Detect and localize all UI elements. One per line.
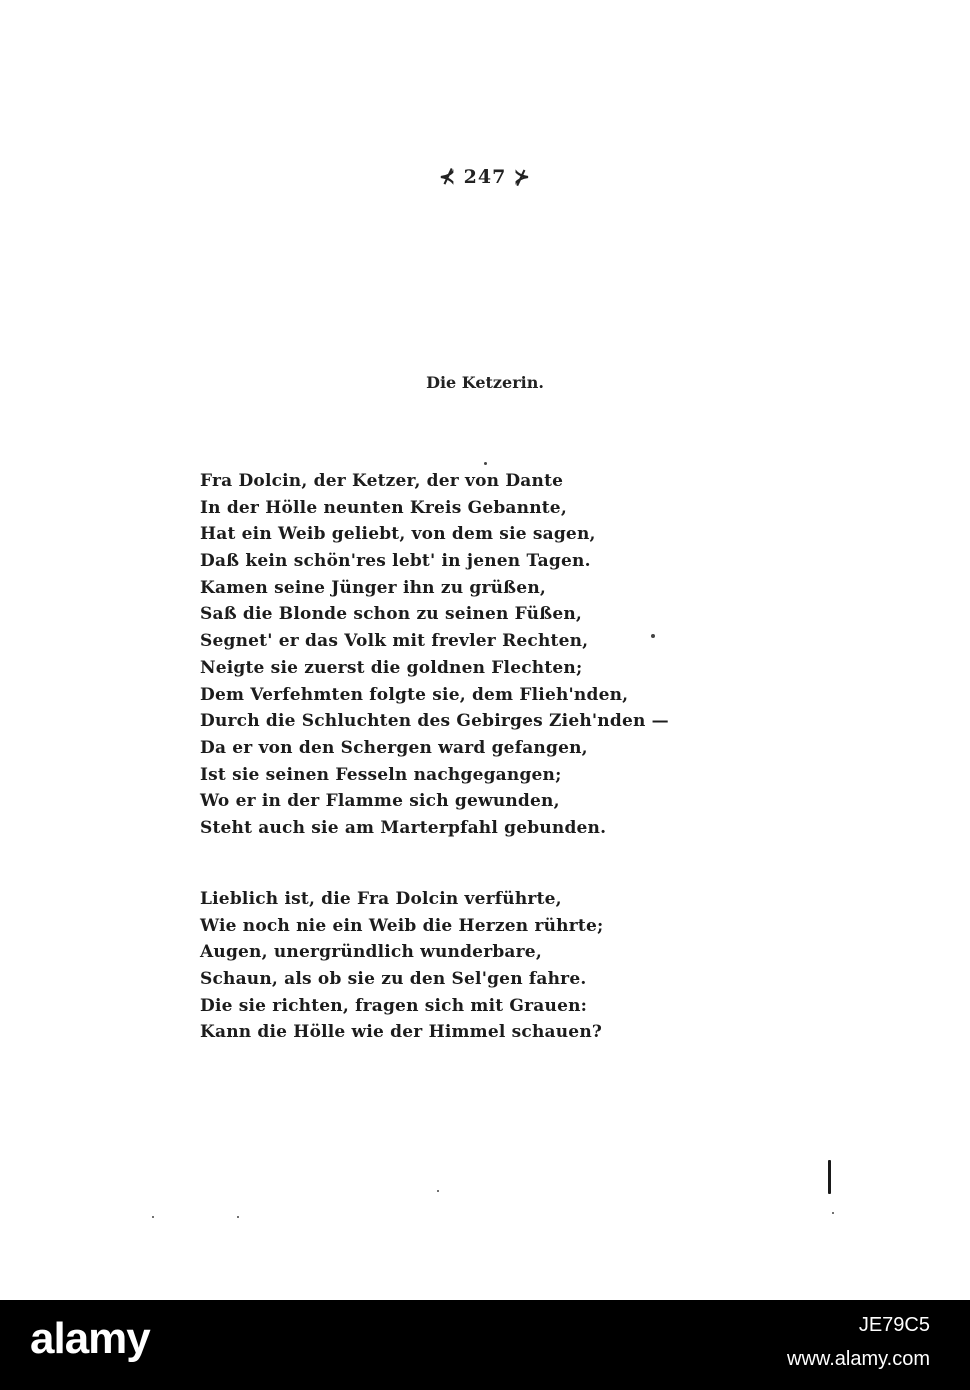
margin-mark xyxy=(828,1160,831,1194)
stanza-2 xyxy=(200,886,680,1046)
poem-line: In der Hölle neunten Kreis Gebannte, xyxy=(200,497,567,518)
poem-line: Steht auch sie am Marterpfahl gebunden. xyxy=(200,817,607,838)
watermark-bar xyxy=(0,1300,970,1390)
scan-speck xyxy=(437,1190,439,1192)
poem-line: Lieblich ist, die Fra Dolcin verführte, xyxy=(200,889,562,909)
poem-line: Hat ein Weib geliebt, von dem sie sagen, xyxy=(200,524,596,545)
poem-line: Die sie richten, fragen sich mit Grauen: xyxy=(200,995,588,1016)
poem-line: Segnet' er das Volk mit frevler Rechten, xyxy=(200,631,589,652)
watermark-logo: alamy xyxy=(30,1314,150,1363)
watermark-url: www.alamy.com xyxy=(787,1348,930,1370)
poem-line: Schaun, als ob sie zu den Sel'gen fahre. xyxy=(200,969,587,990)
poem-title: Die Ketzerin. xyxy=(426,373,544,392)
poem-line: Durch die Schluchten des Gebirges Zieh'nden — xyxy=(200,711,669,732)
page-number: ⊀ 247 ⊁ xyxy=(439,166,531,188)
scan-speck xyxy=(484,462,487,465)
stanza-1 xyxy=(200,468,680,842)
watermark-image-id: JE79C5 xyxy=(858,1314,930,1336)
poem-line: Kann die Hölle wie der Himmel schauen? xyxy=(200,1022,603,1043)
poem-line: Daß kein schön'res lebt' in jenen Tagen. xyxy=(200,551,591,572)
poem-line: Fra Dolcin, der Ketzer, der von Dante xyxy=(200,471,564,491)
poem-line: Saß die Blonde schon zu seinen Füßen, xyxy=(200,604,583,625)
poem-line: Da er von den Schergen ward gefangen, xyxy=(200,737,588,758)
poem-line: Ist sie seinen Fesseln nachgegangen; xyxy=(200,764,562,785)
scan-speck xyxy=(237,1216,239,1218)
poem-line: Augen, unergründlich wunderbare, xyxy=(200,942,542,963)
poem-line: Wie noch nie ein Weib die Herzen rührte; xyxy=(200,915,604,936)
poem-line: Kamen seine Jünger ihn zu grüßen, xyxy=(200,577,546,598)
poem-line: Dem Verfehmten folgte sie, dem Flieh'nden, xyxy=(200,684,629,705)
poem-line: Wo er in der Flamme sich gewunden, xyxy=(200,791,560,812)
scan-speck xyxy=(152,1216,154,1218)
poem-line: Neigte sie zuerst die goldnen Flechten; xyxy=(200,657,583,678)
scan-speck xyxy=(651,634,655,638)
scan-speck xyxy=(832,1212,834,1214)
